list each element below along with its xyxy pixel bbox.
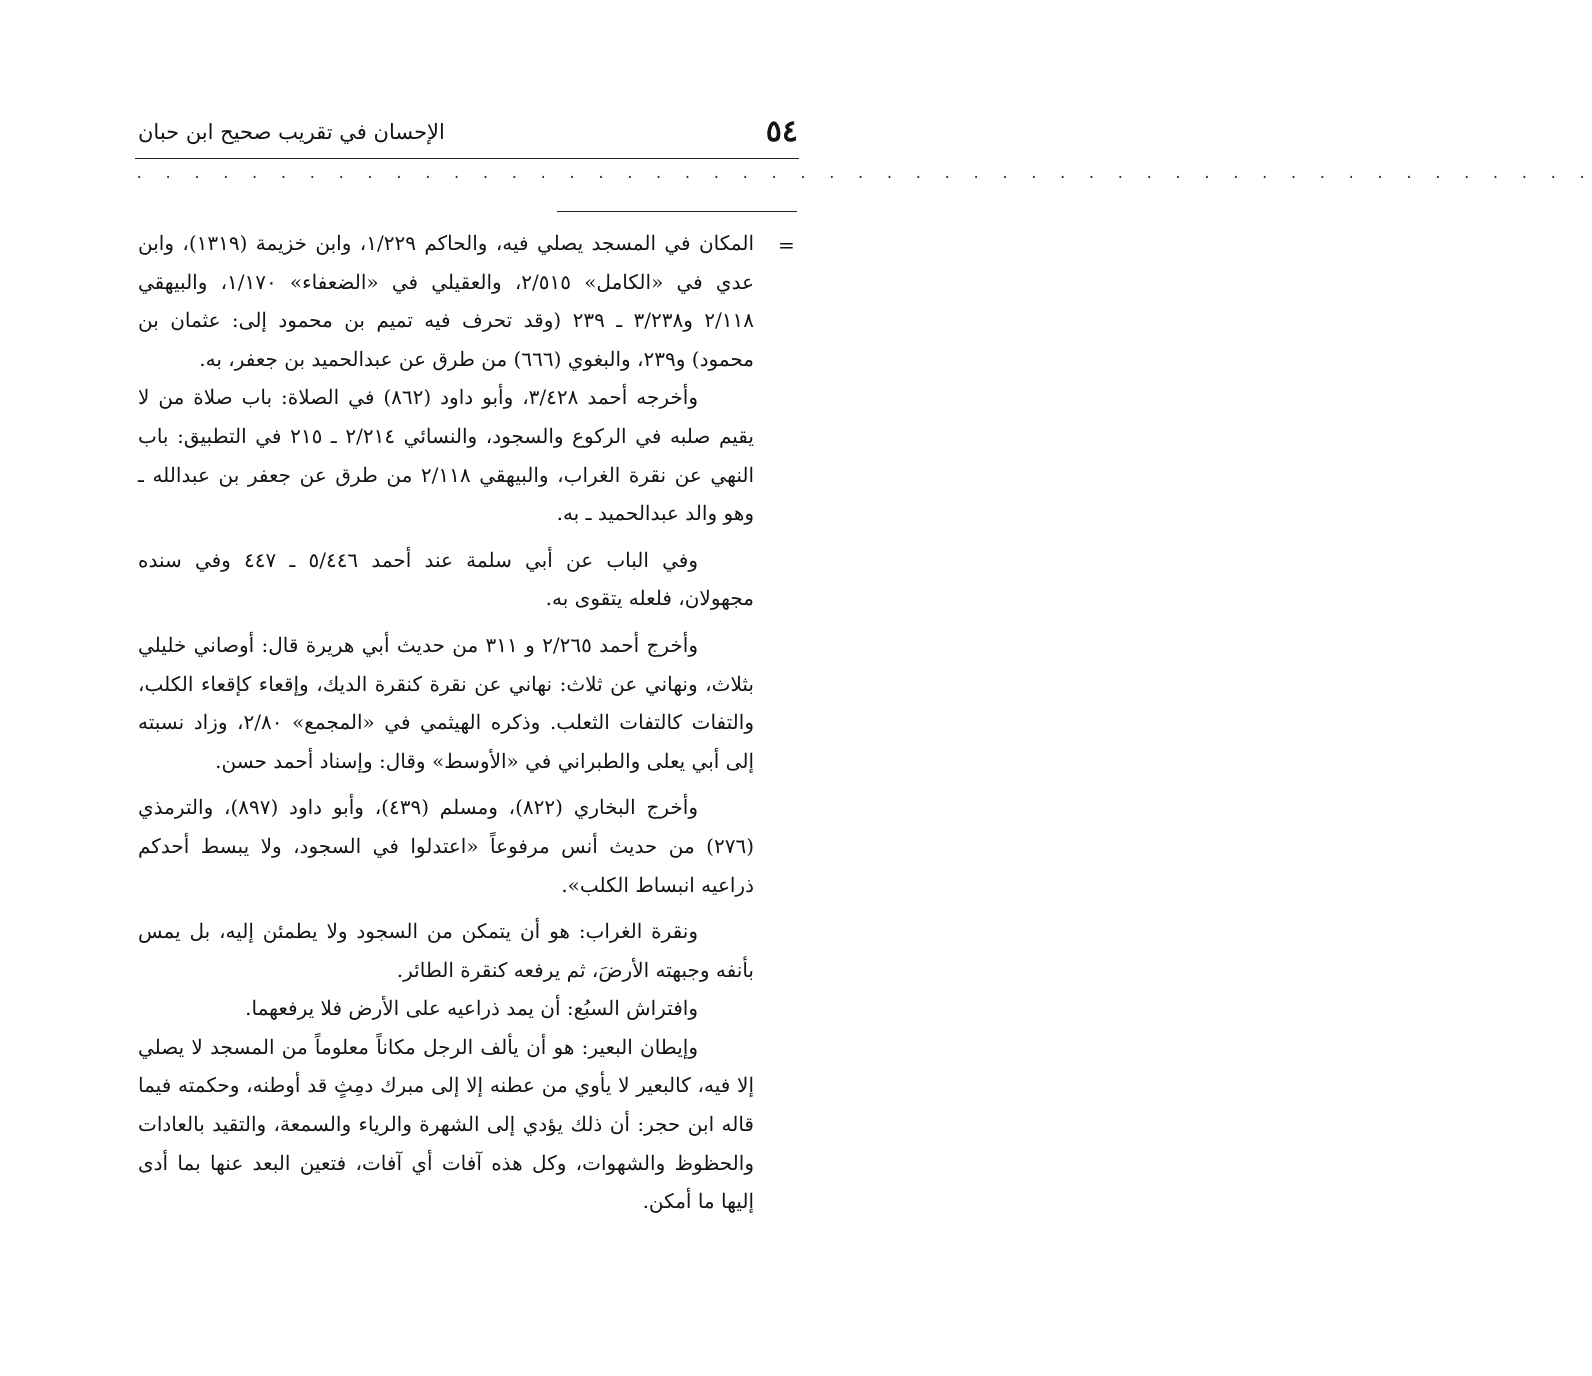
footnote-rule: [557, 211, 797, 212]
footnote-continuation-mark: =: [778, 233, 795, 257]
footnote-paragraph: وأخرجه أحمد ٣/٤٢٨، وأبو داود (٨٦٢) في الصلاة: باب صلاة من لا يقيم صلبه في الركوع والسجود، والنسائي ٢/٢١٤ ـ ٢١٥ في التطبيق: باب النهي عن نقرة الغراب، والبيهقي ٢/١١٨ من طرق عن جعفر بن عبدالله ـ وهو والد عبدالحميد ـ به.: [138, 385, 755, 526]
footnote-paragraph: وأخرج أحمد ٢/٢٦٥ و ٣١١ من حديث أبي هريرة قال: أوصاني خليلي بثلاث، ونهاني عن ثلاث: نهاني عن نقرة كنقرة الديك، وإقعاء كإقعاء الكلب، والتفات كالتفات الثعلب. وذكره الهيثمي في «المجمع» ٢/٨٠، وزاد نسبته إلى أبي يعلى والطبراني في «الأوسط» وقال: وإسناد أحمد حسن.: [138, 632, 754, 773]
footnote-paragraph: وأخرج البخاري (٨٢٢)، ومسلم (٤٣٩)، وأبو داود (٨٩٧)، والترمذي (٢٧٦) من حديث أنس مرفوعاً «اعتدلوا في السجود، ولا يبسط أحدكم ذراعيه انبساط الكلب».: [138, 795, 754, 897]
footnote-body: [138, 224, 754, 1221]
page-number: ٥٤: [765, 114, 798, 149]
footnote-paragraph: وفي الباب عن أبي سلمة عند أحمد ٥/٤٤٦ ـ ٤٤٧ وفي سنده مجهولان، فلعله يتقوى به.: [138, 547, 754, 611]
dotted-separator: · · · · · · · · · · · · · · · · · · · · · · · · · · · · · · · · · · · · · · · · · · · · · · · · · · ·: [135, 170, 1592, 186]
running-title: الإحسان في تقريب صحيح ابن حبان: [138, 120, 445, 144]
footnote-paragraph: وافتراش السبُع: أن يمد ذراعيه على الأرض فلا يرفعهما.: [245, 996, 698, 1021]
footnote-paragraph: المكان في المسجد يصلي فيه، والحاكم ١/٢٢٩، وابن خزيمة (١٣١٩)، وابن عدي في «الكامل» ٢/٥١٥، والعقيلي في «الضعفاء» ١/١٧٠، والبيهقي ٢/١١٨ و٣/٢٣٨ ـ ٢٣٩ (وقد تحرف فيه تميم بن محمود إلى: عثمان بن محمود) و٢٣٩، والبغوي (٦٦٦) من طرق عن عبدالحميد بن جعفر، به.: [138, 231, 755, 371]
header-rule: [135, 158, 799, 159]
footnote-paragraph: وإيطان البعير: هو أن يألف الرجل مكاناً معلوماً من المسجد لا يصلي إلا فيه، كالبعير لا يأوي من عطنه إلا إلى مبرك دمِثٍ قد أوطنه، وحكمته فيما قاله ابن حجر: أن ذلك يؤدي إلى الشهرة والرياء والسمعة، والتقيد بالعادات والحظوظ والشهوات، وكل هذه آفات أي آفات، فتعين البعد عنها بما أدى إليها ما أمكن.: [138, 1034, 754, 1214]
footnote-paragraph: ونقرة الغراب: هو أن يتمكن من السجود ولا يطمئن إليه، بل يمس بأنفه وجبهته الأرضَ، ثم يرفعه كنقرة الطائر.: [138, 919, 754, 982]
